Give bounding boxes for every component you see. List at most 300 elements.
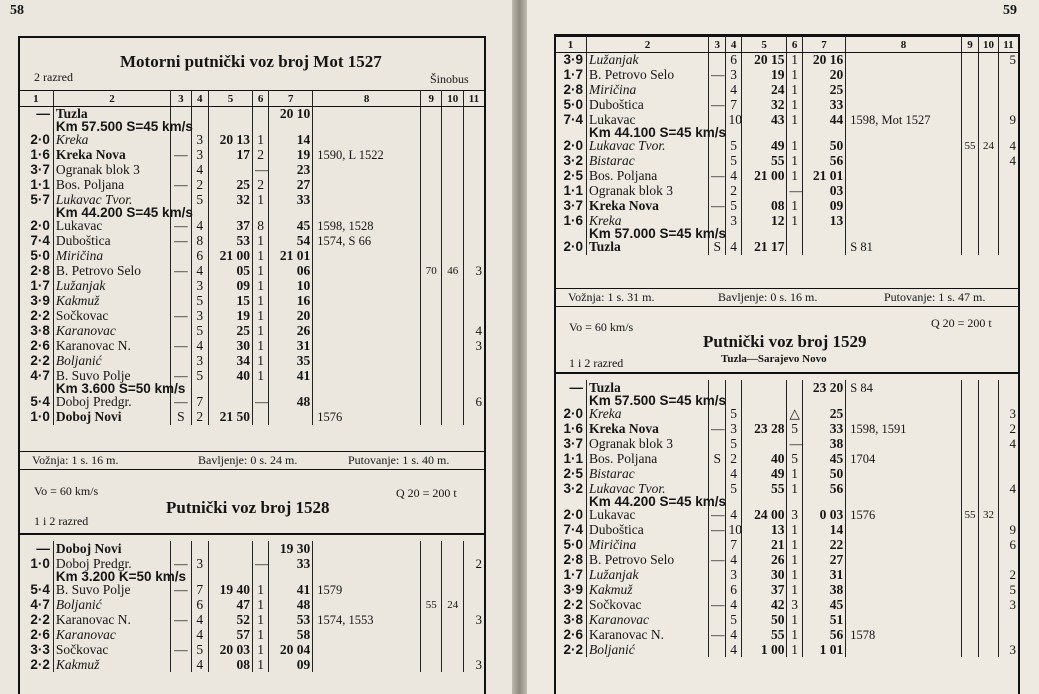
col-3-cell: — — [709, 627, 726, 642]
distance-cell: 2·0 — [30, 218, 50, 233]
col-3-cell: — — [709, 507, 726, 522]
station-row — [556, 68, 1018, 83]
col-3-cell: S — [709, 451, 726, 466]
distance-cell: 2·5 — [563, 168, 583, 183]
col-9-cell — [961, 380, 978, 395]
col-6-cell: 1 — [253, 309, 269, 324]
col-6-cell: △ — [787, 406, 802, 421]
col-3-cell: — — [171, 369, 191, 384]
col-7-cell: 53 — [269, 612, 313, 627]
header-row — [20, 91, 484, 107]
col-5-cell: 23 28 — [741, 421, 787, 436]
col-11-cell — [998, 98, 1018, 113]
col-10-cell — [979, 537, 999, 552]
col-11-cell — [463, 133, 484, 148]
col-3-cell: — — [709, 421, 726, 436]
distance-cell: 3·8 — [30, 323, 50, 338]
train-1527-title: Motorni putnički voz broj Mot 1527 — [120, 52, 382, 71]
col-10-cell: 32 — [979, 507, 999, 522]
travel-time: Vožnja: 1 s. 16 m. — [32, 453, 119, 467]
col-9-cell — [961, 199, 978, 214]
train-1529-route: Tuzla—Sarajevo Novo — [721, 353, 827, 365]
col-6-cell: 1 — [787, 642, 802, 657]
col-11-cell: 4 — [998, 139, 1018, 154]
track-section-note: Km 57.000 S=45 km/s — [587, 229, 709, 240]
station-row — [556, 537, 1018, 552]
col-3-cell — [709, 567, 726, 582]
col-6-cell: 1 — [787, 481, 802, 496]
distance-cell: 3·7 — [563, 198, 583, 213]
col-9-cell — [420, 612, 442, 627]
col-9-cell — [961, 184, 978, 199]
col-4-cell: 3 — [191, 148, 208, 163]
col-9-cell: 70 — [420, 264, 442, 279]
station-row — [556, 597, 1018, 612]
distance-cell: 7·4 — [563, 112, 583, 127]
col-7-cell: 44 — [802, 113, 846, 128]
col-3-cell: — — [171, 339, 191, 354]
section-note-row — [556, 128, 1018, 139]
station-name: Kakmuž — [53, 294, 170, 309]
col-8-cell — [313, 294, 421, 309]
col-10-cell — [979, 567, 999, 582]
station-row — [556, 642, 1018, 657]
col-10-cell — [442, 219, 464, 234]
col-5-cell — [208, 395, 252, 410]
col-11-cell — [463, 148, 484, 163]
col-3-cell: — — [709, 169, 726, 184]
col-5-cell: 19 40 — [208, 582, 252, 597]
station-name: Karanovac — [53, 627, 170, 642]
page-number-left: 58 — [10, 3, 24, 18]
col-6-cell — [253, 410, 269, 425]
station-name: Tuzla — [53, 107, 170, 122]
col-4-cell: 5 — [726, 481, 741, 496]
col-4-cell: 4 — [726, 552, 741, 567]
section-note-row — [20, 208, 484, 219]
station-name: Tuzla — [587, 380, 709, 395]
distance-cell: 2·8 — [563, 82, 583, 97]
train-1528-speed: Vo = 60 km/s — [34, 484, 99, 498]
col-8-cell — [846, 537, 962, 552]
col-9-cell — [961, 436, 978, 451]
col-10-cell — [979, 481, 999, 496]
column-header: 5 — [208, 91, 252, 107]
col-3-cell: — — [171, 178, 191, 193]
col-5-cell: 57 — [208, 627, 252, 642]
distance-cell: 1·1 — [563, 450, 583, 466]
col-7-cell: 33 — [802, 98, 846, 113]
col-3-cell: S — [709, 240, 726, 255]
col-4-cell: 3 — [191, 556, 208, 571]
col-8-cell — [846, 83, 962, 98]
station-row — [20, 612, 484, 627]
col-4-cell: 4 — [191, 219, 208, 234]
col-10-cell — [979, 53, 999, 68]
col-8-cell — [313, 279, 421, 294]
distance-cell: 1·7 — [30, 278, 50, 293]
col-3-cell — [171, 249, 191, 264]
col-8-cell — [313, 324, 421, 339]
col-4-cell: 3 — [191, 354, 208, 369]
right-page — [527, 0, 1039, 694]
station-name: Kreka — [587, 214, 709, 229]
section-note-row — [20, 122, 484, 133]
col-10-cell — [979, 154, 999, 169]
col-9-cell — [420, 133, 442, 148]
station-name: B. Petrovo Selo — [53, 264, 170, 279]
col-11-cell — [463, 178, 484, 193]
station-name: Tuzla — [587, 240, 709, 255]
col-10-cell — [979, 169, 999, 184]
section-note-row — [556, 496, 1018, 507]
col-4-cell: 5 — [726, 139, 741, 154]
col-10-cell — [442, 612, 464, 627]
timetable-1527-continued — [556, 36, 1018, 255]
col-6-cell: 1 — [253, 339, 269, 354]
col-8-cell — [846, 466, 962, 481]
col-7-cell: 33 — [269, 193, 313, 208]
col-3-cell: — — [709, 597, 726, 612]
col-3-cell — [709, 612, 726, 627]
col-4-cell: 3 — [726, 567, 741, 582]
col-11-cell: 2 — [463, 556, 484, 571]
column-header: 7 — [269, 91, 313, 107]
col-10-cell — [442, 582, 464, 597]
col-4-cell: 5 — [726, 154, 741, 169]
col-10-cell — [979, 113, 999, 128]
station-name: Karanovac — [587, 612, 709, 627]
col-8-cell — [313, 369, 421, 384]
col-4-cell: 4 — [191, 612, 208, 627]
station-row — [556, 184, 1018, 199]
station-row — [20, 324, 484, 339]
col-6-cell: 1 — [787, 98, 802, 113]
col-3-cell — [171, 163, 191, 178]
col-6-cell: 1 — [253, 193, 269, 208]
col-10-cell — [442, 339, 464, 354]
col-7-cell: 19 30 — [269, 541, 313, 556]
distance-cell: — — [36, 540, 50, 556]
col-7-cell: 14 — [802, 522, 846, 537]
col-8-cell: 1579 — [313, 582, 421, 597]
station-row — [556, 507, 1018, 522]
col-5-cell: 17 — [208, 148, 252, 163]
train-1527-continued-summary — [556, 288, 1018, 307]
col-8-cell — [846, 199, 962, 214]
section-divider — [20, 533, 484, 535]
col-11-cell — [998, 240, 1018, 255]
col-5-cell: 50 — [741, 612, 787, 627]
col-6-cell: 1 — [787, 53, 802, 68]
col-7-cell: 58 — [269, 627, 313, 642]
distance-cell: 5·0 — [30, 248, 50, 263]
col-9-cell — [420, 279, 442, 294]
col-9-cell — [420, 410, 442, 425]
col-11-cell — [998, 169, 1018, 184]
col-6-cell: 2 — [253, 148, 269, 163]
station-row — [20, 582, 484, 597]
col-11-cell — [998, 507, 1018, 522]
col-4-cell: 4 — [726, 597, 741, 612]
col-9-cell — [420, 556, 442, 571]
col-10-cell — [979, 582, 999, 597]
station-name: Bos. Poljana — [587, 169, 709, 184]
col-11-cell — [463, 193, 484, 208]
col-8-cell — [846, 567, 962, 582]
col-5-cell: 40 — [208, 369, 252, 384]
col-5-cell: 24 — [741, 83, 787, 98]
col-6-cell: 5 — [787, 421, 802, 436]
col-7-cell: 23 — [269, 163, 313, 178]
col-4-cell: 10 — [726, 522, 741, 537]
train-1527-summary — [20, 451, 484, 470]
col-5-cell: 20 15 — [741, 53, 787, 68]
distance-cell: — — [36, 106, 50, 122]
station-name: Kakmuž — [587, 582, 709, 597]
distance-cell: 2·0 — [563, 405, 583, 421]
col-9-cell — [420, 294, 442, 309]
col-9-cell — [420, 107, 442, 122]
column-header: 9 — [961, 37, 978, 53]
col-7-cell: 22 — [802, 537, 846, 552]
col-11-cell: 3 — [463, 339, 484, 354]
col-11-cell — [998, 466, 1018, 481]
col-4-cell: 4 — [726, 627, 741, 642]
station-name: B. Petrovo Selo — [587, 68, 709, 83]
col-7-cell: 48 — [269, 395, 313, 410]
col-9-cell — [961, 240, 978, 255]
col-9-cell: 55 — [961, 139, 978, 154]
col-5-cell: 30 — [208, 339, 252, 354]
col-9-cell — [961, 597, 978, 612]
col-4-cell: 5 — [191, 294, 208, 309]
col-10-cell — [979, 199, 999, 214]
col-9-cell — [961, 406, 978, 421]
col-8-cell — [313, 339, 421, 354]
station-row — [556, 83, 1018, 98]
column-header: 7 — [802, 37, 846, 53]
train-1529-class: 1 i 2 razred — [569, 356, 624, 370]
col-7-cell: 14 — [269, 133, 313, 148]
col-9-cell — [420, 193, 442, 208]
station-row — [556, 582, 1018, 597]
col-7-cell: 03 — [802, 184, 846, 199]
station-row — [20, 264, 484, 279]
col-6-cell: 1 — [253, 279, 269, 294]
col-6-cell: — — [253, 163, 269, 178]
col-11-cell: 3 — [463, 612, 484, 627]
col-11-cell — [463, 541, 484, 556]
col-3-cell: — — [709, 68, 726, 83]
col-3-cell — [709, 53, 726, 68]
col-8-cell: 1704 — [846, 451, 962, 466]
col-8-cell — [313, 657, 421, 672]
col-7-cell: 20 16 — [802, 53, 846, 68]
col-4-cell: 4 — [726, 169, 741, 184]
col-5-cell: 08 — [208, 657, 252, 672]
station-row — [556, 53, 1018, 68]
col-9-cell — [420, 339, 442, 354]
col-10-cell — [442, 133, 464, 148]
col-8-cell: 1598, 1528 — [313, 219, 421, 234]
col-8-cell — [313, 193, 421, 208]
train-1529-load: Q 20 = 200 t — [931, 316, 992, 330]
col-6-cell: 1 — [253, 597, 269, 612]
station-name: Lužanjak — [53, 279, 170, 294]
col-5-cell: 25 — [208, 178, 252, 193]
col-6-cell: 1 — [787, 466, 802, 481]
col-7-cell: 56 — [802, 627, 846, 642]
station-row — [20, 279, 484, 294]
distance-cell: 1·6 — [563, 420, 583, 436]
col-5-cell: 1 00 — [741, 642, 787, 657]
station-row — [20, 133, 484, 148]
col-4-cell: 8 — [191, 234, 208, 249]
col-9-cell — [961, 537, 978, 552]
col-6-cell: 1 — [253, 264, 269, 279]
col-9-cell — [420, 178, 442, 193]
col-4-cell: 3 — [191, 279, 208, 294]
col-4-cell: 3 — [191, 133, 208, 148]
station-name: Boljanić — [53, 354, 170, 369]
col-4-cell: 6 — [726, 582, 741, 597]
col-11-cell: 9 — [998, 113, 1018, 128]
col-5-cell — [208, 107, 252, 122]
col-5-cell: 55 — [741, 481, 787, 496]
col-11-cell: 4 — [998, 154, 1018, 169]
col-11-cell — [463, 294, 484, 309]
station-row — [20, 234, 484, 249]
col-6-cell: 1 — [253, 234, 269, 249]
col-5-cell: 20 13 — [208, 133, 252, 148]
col-7-cell: 1 01 — [802, 642, 846, 657]
col-8-cell: S 84 — [846, 380, 962, 395]
col-5-cell: 21 17 — [741, 240, 787, 255]
col-8-cell — [846, 53, 962, 68]
station-row — [20, 354, 484, 369]
col-8-cell — [313, 264, 421, 279]
col-5-cell: 13 — [741, 522, 787, 537]
col-3-cell: — — [709, 552, 726, 567]
col-9-cell — [961, 53, 978, 68]
col-11-cell — [463, 234, 484, 249]
column-header: 8 — [846, 37, 962, 53]
col-8-cell — [846, 481, 962, 496]
col-10-cell — [979, 436, 999, 451]
station-name: Kakmuž — [53, 657, 170, 672]
column-header: 10 — [979, 37, 999, 53]
col-6-cell: 1 — [253, 324, 269, 339]
col-9-cell — [961, 627, 978, 642]
col-10-cell: 24 — [979, 139, 999, 154]
station-row — [556, 567, 1018, 582]
station-name: Bos. Poljana — [587, 451, 709, 466]
col-9-cell: 55 — [961, 507, 978, 522]
col-3-cell: — — [171, 556, 191, 571]
column-header: 5 — [741, 37, 787, 53]
col-6-cell: 1 — [787, 169, 802, 184]
track-section-note: Km 57.500 S=45 km/s — [587, 395, 709, 406]
station-name: Lužanjak — [587, 53, 709, 68]
col-3-cell: — — [709, 522, 726, 537]
col-4-cell: 4 — [726, 83, 741, 98]
distance-cell: 5·0 — [563, 97, 583, 112]
distance-cell: 3·9 — [563, 581, 583, 597]
col-5-cell — [208, 556, 252, 571]
col-10-cell — [442, 642, 464, 657]
col-5-cell: 55 — [741, 154, 787, 169]
column-header: 4 — [726, 37, 741, 53]
left-page — [0, 0, 512, 694]
col-7-cell: 33 — [802, 421, 846, 436]
col-5-cell: 53 — [208, 234, 252, 249]
col-9-cell — [961, 169, 978, 184]
col-11-cell: 6 — [463, 395, 484, 410]
distance-cell: 2·8 — [30, 263, 50, 278]
col-10-cell — [442, 294, 464, 309]
col-11-cell: 4 — [998, 436, 1018, 451]
col-9-cell — [961, 567, 978, 582]
col-10-cell — [979, 406, 999, 421]
col-4-cell: 5 — [191, 193, 208, 208]
col-7-cell: 38 — [802, 582, 846, 597]
station-name: Lukavac — [587, 507, 709, 522]
column-header: 4 — [191, 91, 208, 107]
col-7-cell: 45 — [269, 219, 313, 234]
column-header: 9 — [420, 91, 442, 107]
distance-cell: 5·4 — [30, 581, 50, 597]
col-3-cell: — — [709, 98, 726, 113]
col-4-cell — [191, 541, 208, 556]
distance-cell: 3·9 — [563, 52, 583, 68]
col-9-cell — [420, 642, 442, 657]
col-9-cell — [420, 309, 442, 324]
col-9-cell — [961, 552, 978, 567]
col-3-cell: — — [171, 234, 191, 249]
col-6-cell: 1 — [787, 154, 802, 169]
col-11-cell — [998, 612, 1018, 627]
col-6-cell: 1 — [787, 522, 802, 537]
col-9-cell — [420, 324, 442, 339]
station-row — [20, 642, 484, 657]
col-5-cell: 25 — [208, 324, 252, 339]
station-name: B. Suvo Polje — [53, 582, 170, 597]
col-5-cell: 26 — [741, 552, 787, 567]
col-8-cell — [313, 249, 421, 264]
column-header: 3 — [709, 37, 726, 53]
station-name: Karanovac N. — [53, 612, 170, 627]
col-7-cell: 41 — [269, 582, 313, 597]
col-8-cell — [846, 98, 962, 113]
col-7-cell: 20 — [802, 68, 846, 83]
col-4-cell: 5 — [726, 199, 741, 214]
col-3-cell — [709, 406, 726, 421]
col-5-cell: 05 — [208, 264, 252, 279]
col-10-cell — [979, 627, 999, 642]
col-7-cell: 09 — [269, 657, 313, 672]
train-1527-vehicle: Šinobus — [430, 72, 469, 86]
col-7-cell: 09 — [802, 199, 846, 214]
col-6-cell: 1 — [253, 249, 269, 264]
col-10-cell — [442, 178, 464, 193]
col-10-cell — [442, 249, 464, 264]
col-4-cell: 2 — [726, 184, 741, 199]
col-9-cell — [961, 612, 978, 627]
col-11-cell — [463, 642, 484, 657]
col-10-cell — [979, 421, 999, 436]
station-name: Bistarac — [587, 154, 709, 169]
